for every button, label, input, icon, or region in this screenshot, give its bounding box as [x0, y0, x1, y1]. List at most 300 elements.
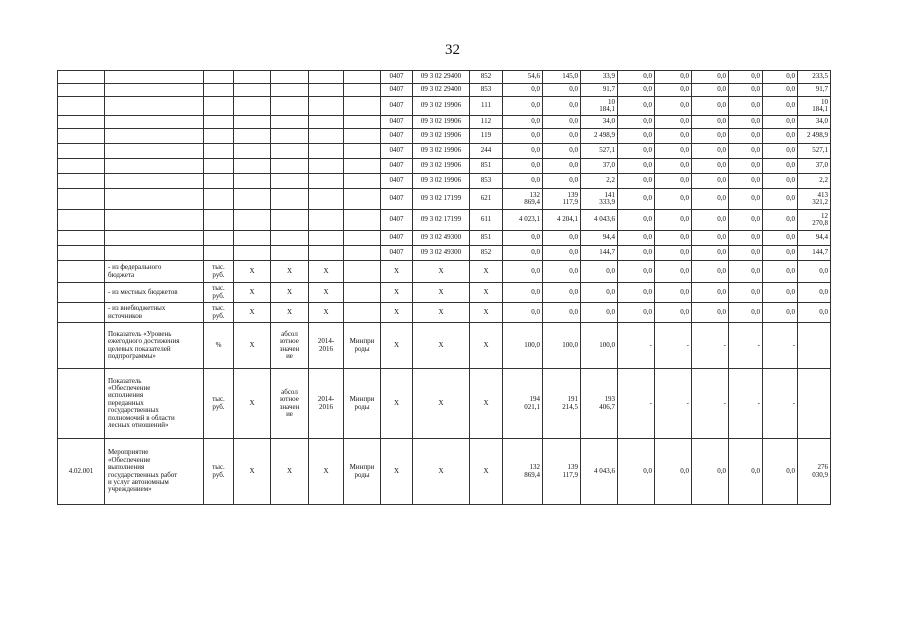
expense-type-code: 611	[470, 210, 503, 231]
year-value: 0,0	[503, 84, 543, 97]
executor: Минпри роды	[344, 369, 381, 439]
year-value: 0,0	[655, 283, 692, 303]
empty-cell	[271, 144, 309, 159]
empty-cell	[234, 144, 271, 159]
year-value: 0,0	[618, 439, 655, 505]
year-value: 0,0	[618, 97, 655, 116]
year-value: 0,0	[763, 144, 798, 159]
year-value: 0,0	[729, 189, 763, 210]
expense-type-code: 119	[470, 129, 503, 144]
empty-cell	[105, 97, 204, 116]
year-value: 100,0	[503, 323, 543, 369]
year-value: 0,0	[543, 231, 581, 246]
empty-cell	[58, 189, 105, 210]
total-value: 12 270,8	[798, 210, 831, 231]
year-value: 0,0	[763, 283, 798, 303]
year-value: 132 869,4	[503, 189, 543, 210]
total-value: 2,2	[798, 174, 831, 189]
year-value: 0,0	[729, 144, 763, 159]
year-value: 0,0	[618, 129, 655, 144]
empty-cell	[344, 283, 381, 303]
year-value: 0,0	[692, 261, 729, 283]
target-article-code: 09 3 02 19906	[413, 174, 470, 189]
expense-type-code: 853	[470, 174, 503, 189]
target-article-code: 09 3 02 19906	[413, 97, 470, 116]
empty-cell	[58, 129, 105, 144]
year-value: 194 021,1	[503, 369, 543, 439]
indicator-name: Показатель «Обеспечение исполнения переданных государственных полномочий в области лесных отношений»	[105, 369, 204, 439]
year-value: 141 333,9	[581, 189, 618, 210]
x-mark: X	[413, 369, 470, 439]
year-value: 0,0	[543, 129, 581, 144]
x-mark: X	[271, 261, 309, 283]
year-value: 34,0	[581, 116, 618, 129]
empty-cell	[271, 84, 309, 97]
empty-cell	[58, 283, 105, 303]
year-value: 0,0	[655, 246, 692, 261]
expense-type-code: 111	[470, 97, 503, 116]
indicator-row	[58, 369, 831, 439]
year-value: 0,0	[692, 97, 729, 116]
year-value: -	[655, 323, 692, 369]
x-mark: X	[381, 303, 413, 323]
empty-cell	[271, 246, 309, 261]
year-value: 0,0	[763, 71, 798, 84]
x-mark: X	[381, 323, 413, 369]
year-value: 0,0	[729, 71, 763, 84]
empty-cell	[58, 97, 105, 116]
unit: тыс. руб.	[204, 283, 234, 303]
table-row	[58, 71, 831, 84]
year-value: -	[692, 369, 729, 439]
year-value: 0,0	[763, 116, 798, 129]
year-value: 0,0	[692, 303, 729, 323]
year-value: 0,0	[692, 144, 729, 159]
total-value: 37,0	[798, 159, 831, 174]
table-row	[58, 210, 831, 231]
chapter-code: 0407	[381, 231, 413, 246]
indicator-type: абсол ютное значен ие	[271, 369, 309, 439]
year-value: 100,0	[543, 323, 581, 369]
target-article-code: 09 3 02 17199	[413, 189, 470, 210]
table-row	[58, 261, 831, 283]
year-value: 0,0	[618, 261, 655, 283]
x-mark: X	[271, 439, 309, 505]
year-value: 527,1	[581, 144, 618, 159]
empty-cell	[309, 231, 344, 246]
empty-cell	[234, 71, 271, 84]
empty-cell	[271, 174, 309, 189]
year-value: 0,0	[692, 71, 729, 84]
year-value: 0,0	[503, 159, 543, 174]
year-value: 0,0	[729, 210, 763, 231]
year-value: 0,0	[763, 129, 798, 144]
x-mark: X	[381, 283, 413, 303]
year-value: 0,0	[655, 439, 692, 505]
table-row	[58, 189, 831, 210]
target-article-code: 09 3 02 19906	[413, 129, 470, 144]
measure-code: 4.02.001	[58, 439, 105, 505]
target-article-code: 09 3 02 19906	[413, 159, 470, 174]
empty-cell	[234, 246, 271, 261]
x-mark: X	[413, 283, 470, 303]
empty-cell	[105, 189, 204, 210]
empty-cell	[344, 303, 381, 323]
year-value: 0,0	[618, 144, 655, 159]
year-value: 0,0	[503, 231, 543, 246]
total-value: 10 184,1	[798, 97, 831, 116]
year-value: 0,0	[763, 261, 798, 283]
year-value: 0,0	[503, 97, 543, 116]
year-value: 0,0	[503, 129, 543, 144]
measure-row	[58, 439, 831, 505]
x-mark: X	[309, 303, 344, 323]
year-value: 4 204,1	[543, 210, 581, 231]
source-name: - из федерального бюджета	[105, 261, 204, 283]
indicator-type: абсол ютное значен ие	[271, 323, 309, 369]
year-value: 0,0	[729, 129, 763, 144]
total-value: 233,5	[798, 71, 831, 84]
year-value: 0,0	[581, 261, 618, 283]
executor: Минпри роды	[344, 439, 381, 505]
year-value: -	[763, 323, 798, 369]
year-value: 0,0	[655, 231, 692, 246]
x-mark: X	[234, 439, 271, 505]
empty-cell	[58, 210, 105, 231]
year-value: 0,0	[655, 144, 692, 159]
empty-cell	[344, 144, 381, 159]
year-value: -	[618, 369, 655, 439]
year-value: 0,0	[503, 261, 543, 283]
expense-type-code: 853	[470, 84, 503, 97]
total-value: 413 321,2	[798, 189, 831, 210]
year-value: 37,0	[581, 159, 618, 174]
empty-cell	[204, 231, 234, 246]
year-value: 0,0	[543, 116, 581, 129]
year-value: 94,4	[581, 231, 618, 246]
table-row	[58, 116, 831, 129]
empty-cell	[204, 174, 234, 189]
empty-cell	[309, 210, 344, 231]
table-row	[58, 174, 831, 189]
expense-type-code: 112	[470, 116, 503, 129]
indicator-name: Показатель «Уровень ежегодного достижения целевых показателей подпрограммы»	[105, 323, 204, 369]
empty-cell	[58, 84, 105, 97]
year-value: 0,0	[692, 159, 729, 174]
empty-cell	[234, 159, 271, 174]
year-value: 0,0	[543, 144, 581, 159]
empty-cell	[271, 129, 309, 144]
target-article-code: 09 3 02 49300	[413, 246, 470, 261]
year-value: 0,0	[503, 116, 543, 129]
year-value: 0,0	[763, 189, 798, 210]
empty-cell	[204, 129, 234, 144]
empty-cell	[58, 323, 105, 369]
year-value: 0,0	[729, 283, 763, 303]
year-value: 0,0	[543, 84, 581, 97]
empty-cell	[105, 246, 204, 261]
year-value: 0,0	[655, 303, 692, 323]
year-value: 0,0	[692, 84, 729, 97]
empty-cell	[234, 84, 271, 97]
empty-cell	[105, 129, 204, 144]
empty-cell	[58, 246, 105, 261]
year-value: 0,0	[692, 174, 729, 189]
chapter-code: 0407	[381, 189, 413, 210]
empty-cell	[344, 246, 381, 261]
year-value: 0,0	[692, 439, 729, 505]
year-value: 0,0	[543, 159, 581, 174]
total-value: 2 498,9	[798, 129, 831, 144]
year-value: 10 184,1	[581, 97, 618, 116]
table-row	[58, 129, 831, 144]
empty-cell	[105, 144, 204, 159]
unit: %	[204, 323, 234, 369]
year-value: 191 214,5	[543, 369, 581, 439]
empty-cell	[309, 159, 344, 174]
chapter-code: 0407	[381, 97, 413, 116]
table-row	[58, 231, 831, 246]
x-mark: X	[309, 261, 344, 283]
x-mark: X	[381, 261, 413, 283]
x-mark: X	[413, 439, 470, 505]
year-value: 33,9	[581, 71, 618, 84]
empty-cell	[58, 71, 105, 84]
indicator-row	[58, 323, 831, 369]
year-value: 0,0	[581, 283, 618, 303]
year-value: 0,0	[729, 116, 763, 129]
empty-cell	[309, 97, 344, 116]
year-value: -	[618, 323, 655, 369]
year-value: 0,0	[655, 189, 692, 210]
year-value: 91,7	[581, 84, 618, 97]
budget-table	[57, 70, 831, 505]
empty-cell	[309, 189, 344, 210]
empty-cell	[204, 210, 234, 231]
x-mark: X	[234, 323, 271, 369]
x-mark: X	[470, 283, 503, 303]
total-value: 0,0	[798, 303, 831, 323]
year-value: 0,0	[655, 174, 692, 189]
year-value: 2,2	[581, 174, 618, 189]
empty-cell	[204, 189, 234, 210]
year-value: -	[692, 323, 729, 369]
unit: тыс. руб.	[204, 303, 234, 323]
year-value: 0,0	[692, 116, 729, 129]
empty-cell	[344, 210, 381, 231]
year-value: 0,0	[655, 159, 692, 174]
year-value: 0,0	[618, 303, 655, 323]
empty-cell	[271, 71, 309, 84]
year-value: 0,0	[655, 71, 692, 84]
total-value: 94,4	[798, 231, 831, 246]
year-value: 0,0	[763, 84, 798, 97]
total-value: 0,0	[798, 261, 831, 283]
year-value: 0,0	[655, 210, 692, 231]
year-value: 0,0	[692, 129, 729, 144]
total-value: 91,7	[798, 84, 831, 97]
empty-cell	[105, 71, 204, 84]
empty-cell	[234, 210, 271, 231]
year-value: 0,0	[729, 84, 763, 97]
year-value: 2 498,9	[581, 129, 618, 144]
year-value: 0,0	[581, 303, 618, 323]
empty-cell	[271, 159, 309, 174]
target-article-code: 09 3 02 17199	[413, 210, 470, 231]
unit: тыс. руб.	[204, 369, 234, 439]
year-value: 0,0	[618, 189, 655, 210]
x-mark: X	[470, 323, 503, 369]
empty-cell	[58, 144, 105, 159]
expense-type-code: 851	[470, 159, 503, 174]
year-value: 0,0	[729, 303, 763, 323]
x-mark: X	[413, 303, 470, 323]
year-value: 0,0	[503, 246, 543, 261]
empty-cell	[204, 144, 234, 159]
chapter-code: 0407	[381, 246, 413, 261]
year-value: 0,0	[655, 97, 692, 116]
year-value: 54,6	[503, 71, 543, 84]
year-value: 0,0	[729, 246, 763, 261]
expense-type-code: 852	[470, 71, 503, 84]
empty-cell	[309, 144, 344, 159]
year-value: 0,0	[692, 283, 729, 303]
empty-cell	[798, 323, 831, 369]
empty-cell	[204, 159, 234, 174]
year-value: 0,0	[729, 231, 763, 246]
year-value: 0,0	[543, 303, 581, 323]
year-value: 0,0	[655, 116, 692, 129]
source-name: - из местных бюджетов	[105, 283, 204, 303]
empty-cell	[344, 71, 381, 84]
empty-cell	[271, 189, 309, 210]
empty-cell	[271, 97, 309, 116]
empty-cell	[105, 84, 204, 97]
empty-cell	[344, 97, 381, 116]
year-value: 0,0	[503, 283, 543, 303]
chapter-code: 0407	[381, 159, 413, 174]
empty-cell	[105, 159, 204, 174]
table-row	[58, 144, 831, 159]
x-mark: X	[381, 369, 413, 439]
year-value: 139 117,9	[543, 189, 581, 210]
year-value: 4 043,6	[581, 439, 618, 505]
year-value: 193 406,7	[581, 369, 618, 439]
year-value: 0,0	[543, 174, 581, 189]
chapter-code: 0407	[381, 129, 413, 144]
year-value: 0,0	[763, 303, 798, 323]
total-value: 0,0	[798, 283, 831, 303]
year-value: 0,0	[618, 71, 655, 84]
x-mark: X	[309, 439, 344, 505]
expense-type-code: 621	[470, 189, 503, 210]
year-value: 144,7	[581, 246, 618, 261]
empty-cell	[58, 303, 105, 323]
empty-cell	[309, 246, 344, 261]
x-mark: X	[271, 283, 309, 303]
empty-cell	[58, 231, 105, 246]
year-value: 0,0	[729, 261, 763, 283]
table-row	[58, 283, 831, 303]
empty-cell	[344, 129, 381, 144]
year-value: 0,0	[543, 97, 581, 116]
target-article-code: 09 3 02 49300	[413, 231, 470, 246]
empty-cell	[344, 174, 381, 189]
empty-cell	[271, 231, 309, 246]
empty-cell	[58, 174, 105, 189]
empty-cell	[204, 246, 234, 261]
table-row	[58, 246, 831, 261]
year-value: 0,0	[692, 246, 729, 261]
chapter-code: 0407	[381, 84, 413, 97]
year-value: 0,0	[729, 174, 763, 189]
x-mark: X	[234, 303, 271, 323]
total-value: 144,7	[798, 246, 831, 261]
empty-cell	[234, 231, 271, 246]
empty-cell	[234, 174, 271, 189]
year-value: 145,0	[543, 71, 581, 84]
empty-cell	[204, 84, 234, 97]
unit: тыс. руб.	[204, 439, 234, 505]
unit: тыс. руб.	[204, 261, 234, 283]
total-value: 527,1	[798, 144, 831, 159]
year-value: 139 117,9	[543, 439, 581, 505]
measure-name: Мероприятие «Обеспечение выполнения государственных работ и услуг автономным учреждением»	[105, 439, 204, 505]
empty-cell	[58, 159, 105, 174]
year-value: 0,0	[763, 97, 798, 116]
year-value: 0,0	[763, 439, 798, 505]
year-value: 0,0	[503, 303, 543, 323]
target-article-code: 09 3 02 19906	[413, 144, 470, 159]
empty-cell	[344, 116, 381, 129]
target-article-code: 09 3 02 19906	[413, 116, 470, 129]
year-value: 0,0	[763, 210, 798, 231]
x-mark: X	[234, 261, 271, 283]
empty-cell	[234, 129, 271, 144]
year-value: 0,0	[503, 174, 543, 189]
year-value: 0,0	[618, 116, 655, 129]
year-value: 0,0	[503, 144, 543, 159]
source-name: - из внебюджетных источников	[105, 303, 204, 323]
year-value: 100,0	[581, 323, 618, 369]
year-value: 0,0	[692, 231, 729, 246]
x-mark: X	[271, 303, 309, 323]
year-value: 0,0	[763, 246, 798, 261]
year-value: -	[729, 369, 763, 439]
empty-cell	[58, 369, 105, 439]
empty-cell	[58, 116, 105, 129]
total-value: 34,0	[798, 116, 831, 129]
x-mark: X	[470, 439, 503, 505]
year-value: 0,0	[729, 159, 763, 174]
x-mark: X	[381, 439, 413, 505]
x-mark: X	[470, 261, 503, 283]
expense-type-code: 852	[470, 246, 503, 261]
chapter-code: 0407	[381, 144, 413, 159]
empty-cell	[271, 116, 309, 129]
x-mark: X	[309, 283, 344, 303]
year-value: 0,0	[655, 261, 692, 283]
year-value: 132 869,4	[503, 439, 543, 505]
year-value: 0,0	[618, 246, 655, 261]
empty-cell	[105, 231, 204, 246]
chapter-code: 0407	[381, 210, 413, 231]
empty-cell	[204, 71, 234, 84]
x-mark: X	[413, 261, 470, 283]
year-value: -	[655, 369, 692, 439]
empty-cell	[204, 116, 234, 129]
empty-cell	[309, 129, 344, 144]
